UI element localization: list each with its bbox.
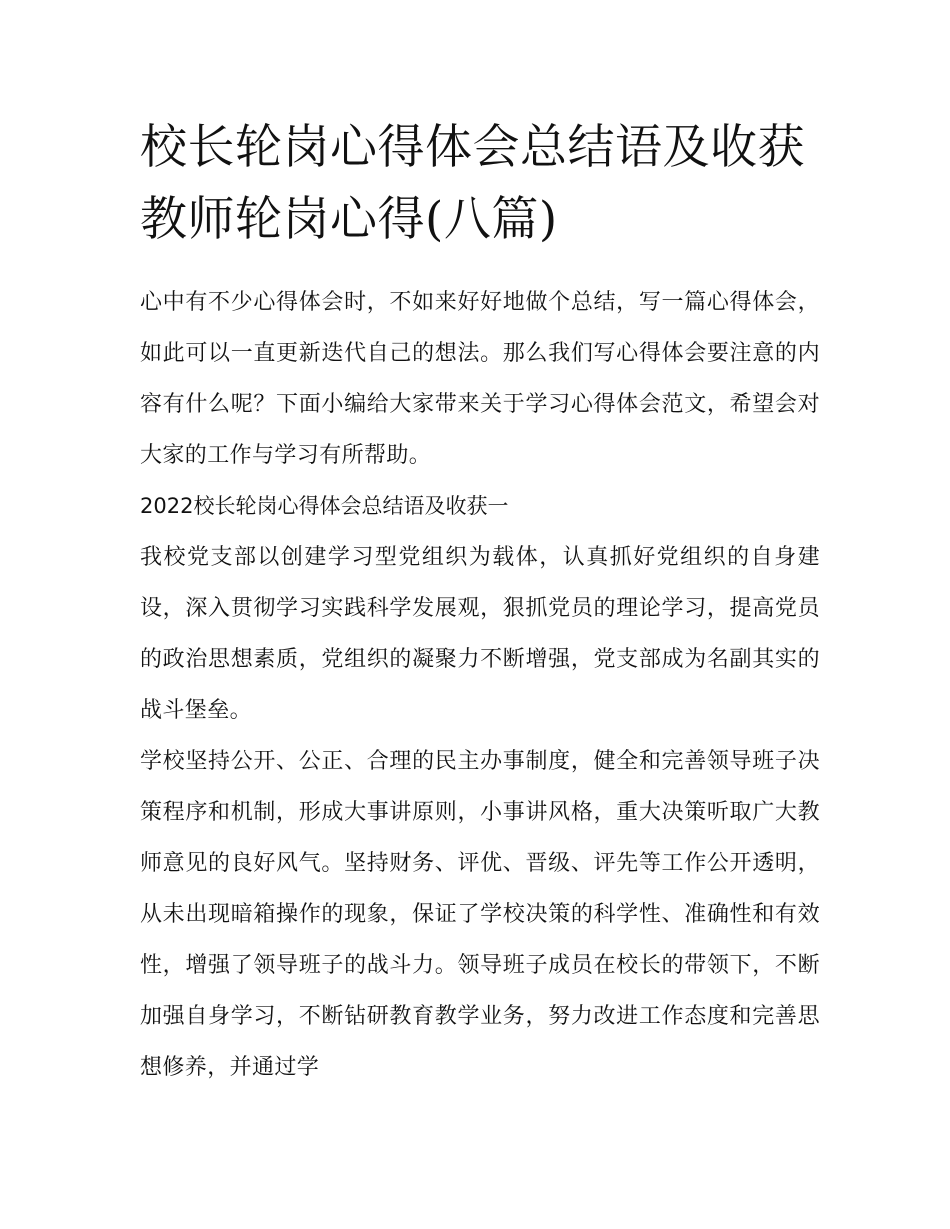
body-paragraph-2: 学校坚持公开、公正、合理的民主办事制度，健全和完善领导班子决策程序和机制，形成大事讲原则，小事讲风格，重大决策听取广大教师意见的良好风气。坚持财务、评优、晋级、评先等工作公开透明，从未出现暗箱操作的现象，保证了学校决策的科学性、准确性和有效性，增强了领导班子的战斗力。领导班子成员在校长的带领下，不断加强自身学习，不断钻研教育教学业务，努力改进工作态度和完善思想修养，并通过学 (140, 749, 820, 1080)
document-title: 校长轮岗心得体会总结语及收获 教师轮岗心得(八篇) (140, 120, 805, 247)
intro-paragraph: 心中有不少心得体会时，不如来好好地做个总结，写一篇心得体会，如此可以一直更新迭代自己的想法。那么我们写心得体会要注意的内容有什么呢？下面小编给大家带来关于学习心得体会范文，希望会对大家的工作与学习有所帮助。 (140, 290, 820, 468)
section-heading: 2022校长轮岗心得体会总结语及收获一 (140, 494, 509, 518)
document-body (140, 277, 820, 1093)
body-paragraph-1: 我校党支部以创建学习型党组织为载体，认真抓好党组织的自身建设，深入贯彻学习实践科学发展观，狠抓党员的理论学习，提高党员的政治思想素质，党组织的凝聚力不断增强，党支部成为名副其实的战斗堡垒。 (140, 545, 820, 723)
